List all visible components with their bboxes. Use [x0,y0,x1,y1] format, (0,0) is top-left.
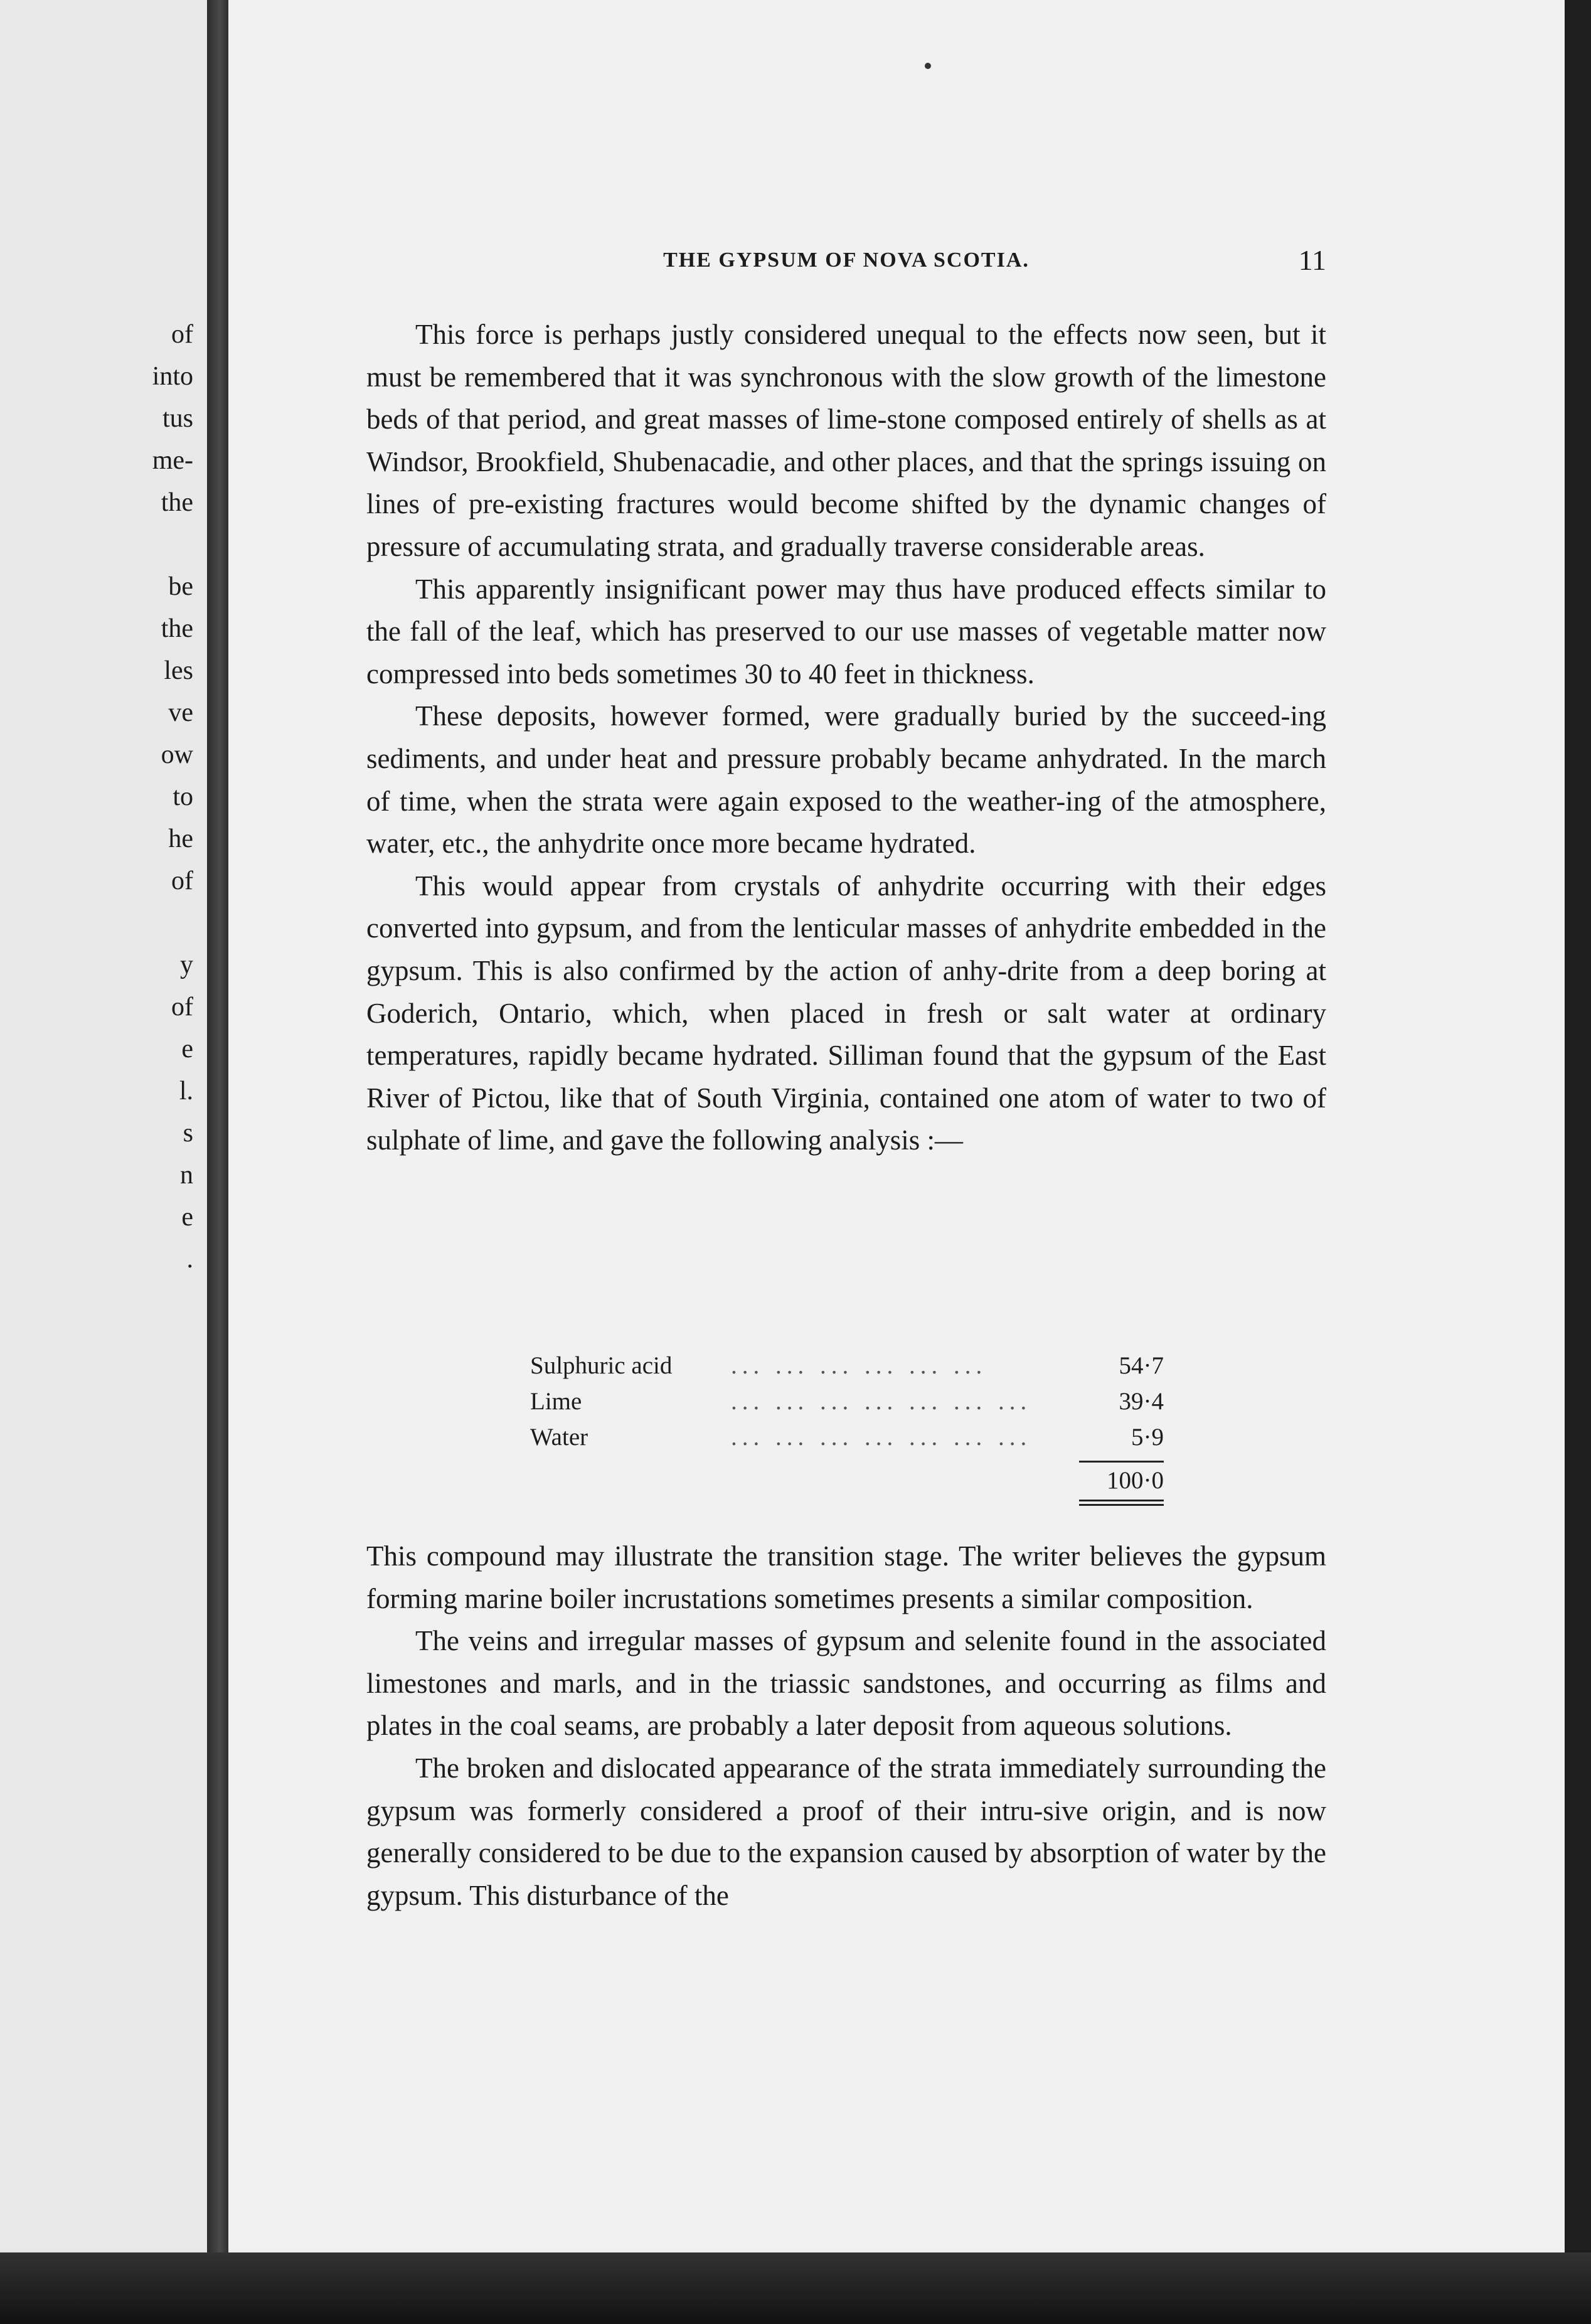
running-title: THE GYPSUM OF NOVA SCOTIA. [663,248,1030,272]
analysis-total: 100·0 [1107,1467,1164,1494]
left-page-fragment: of [171,320,193,349]
paragraph: The broken and dislocated appearance of the strata immediately surrounding the gypsum was formerly considered a proof of their intru-sive origin, and is now generally considered to be due to the expansion caused by absorption of water by the gypsum. This disturbance of the [366,1752,1326,1911]
paragraph: This apparently insignificant power may thus have produced effects similar to the fall of the leaf, which has preserved to our use masses of vegetable matter now compressed into beds sometimes 30 to 40 feet in thickness. [366,573,1326,690]
left-page-fragment: me- [152,446,193,475]
left-page-fragment: y [180,951,193,979]
body-text-top [366,314,1326,1162]
left-page-fragment: of [171,993,193,1021]
bottom-page-edge [0,2252,1591,2324]
analysis-row [530,1383,1164,1419]
left-page-fragment: s [183,1119,193,1148]
paragraph: The veins and irregular masses of gypsum and selenite found in the associated limestones and marls, and in the triassic sandstones, and occurring as films and plates in the coal seams, are probably a later deposit from aqueous solutions. [366,1625,1326,1742]
left-page-fragment: the [161,614,193,643]
analysis-table [530,1348,1164,1455]
page-header [366,243,1326,281]
analysis-component: Lime [530,1388,582,1415]
right-page-edge [1565,0,1591,2324]
ink-speck [925,63,931,69]
left-page-fragment: e [181,1203,193,1232]
analysis-component: Water [530,1424,588,1451]
analysis-value: 54·7 [1119,1352,1164,1379]
leader-dots: ... ... ... ... ... ... ... [731,1388,1032,1415]
analysis-value: 39·4 [1119,1388,1164,1415]
analysis-value: 5·9 [1131,1424,1164,1451]
left-page-fragment: l. [179,1077,193,1106]
left-page-fragment: into [152,362,193,391]
analysis-row [530,1419,1164,1455]
left-page-fragment: . [186,1245,193,1274]
paragraph: This force is perhaps justly considered unequal to the effects now seen, but it must be remembered that it was synchronous with the slow growth of the limestone beds of that period, and great masses of lime-stone composed entirely of shells as at Windsor, Brookfield, Shubenacadie, and other places, and that the springs issuing on lines of pre-existing fractures would become shifted by the dynamic changes of pressure of accumulating strata, and gradually traverse considerable areas. [366,319,1326,562]
book-spine [207,0,228,2324]
left-page-fragment: les [164,656,193,685]
total-rule-bottom [1079,1500,1164,1501]
left-page-fragment: to [173,782,193,811]
paragraph: This compound may illustrate the transition stage. The writer believes the gypsum forming marine boiler incrustations sometimes presents a similar composition. [366,1540,1326,1614]
total-rule-bottom-double [1079,1504,1164,1506]
left-page-fragment: be [168,572,193,601]
left-page-edge [0,0,207,2324]
left-page-fragment: of [171,866,193,895]
analysis-total-block [1079,1461,1164,1506]
left-page-fragment: the [161,488,193,517]
leader-dots: ... ... ... ... ... ... ... [731,1424,1032,1451]
left-page-fragment: tus [162,404,193,433]
left-page-fragment: ve [168,698,193,727]
left-page-fragment: n [180,1161,193,1190]
total-rule-top [1079,1461,1164,1463]
left-page-fragment: he [168,824,193,853]
analysis-component: Sulphuric acid [530,1352,673,1379]
analysis-row [530,1348,1164,1383]
page-number: 11 [1298,244,1326,276]
leader-dots: ... ... ... ... ... ... [731,1352,987,1379]
left-page-fragment: e [181,1035,193,1063]
paragraph: These deposits, however formed, were gradually buried by the succeed-ing sediments, and under heat and pressure probably became anhydrated. In the march of time, when the strata were again exposed to the weather-ing of the atmosphere, water, etc., the anhydrite once more became hydrated. [366,700,1326,860]
left-page-fragment: ow [161,740,193,769]
paragraph: This would appear from crystals of anhydrite occurring with their edges converted into gypsum, and from the lenticular masses of anhydrite embedded in the gypsum. This is also confirmed by the action of anhy-drite from a deep boring at Goderich, Ontario, which, when placed in fresh or salt water at ordinary temperatures, rapidly became hydrated. Silliman found that the gypsum of the East River of Pictou, like that of South Virginia, contained one atom of water to two of sulphate of lime, and gave the following analysis :— [366,870,1326,1156]
body-text-bottom [366,1535,1326,1917]
